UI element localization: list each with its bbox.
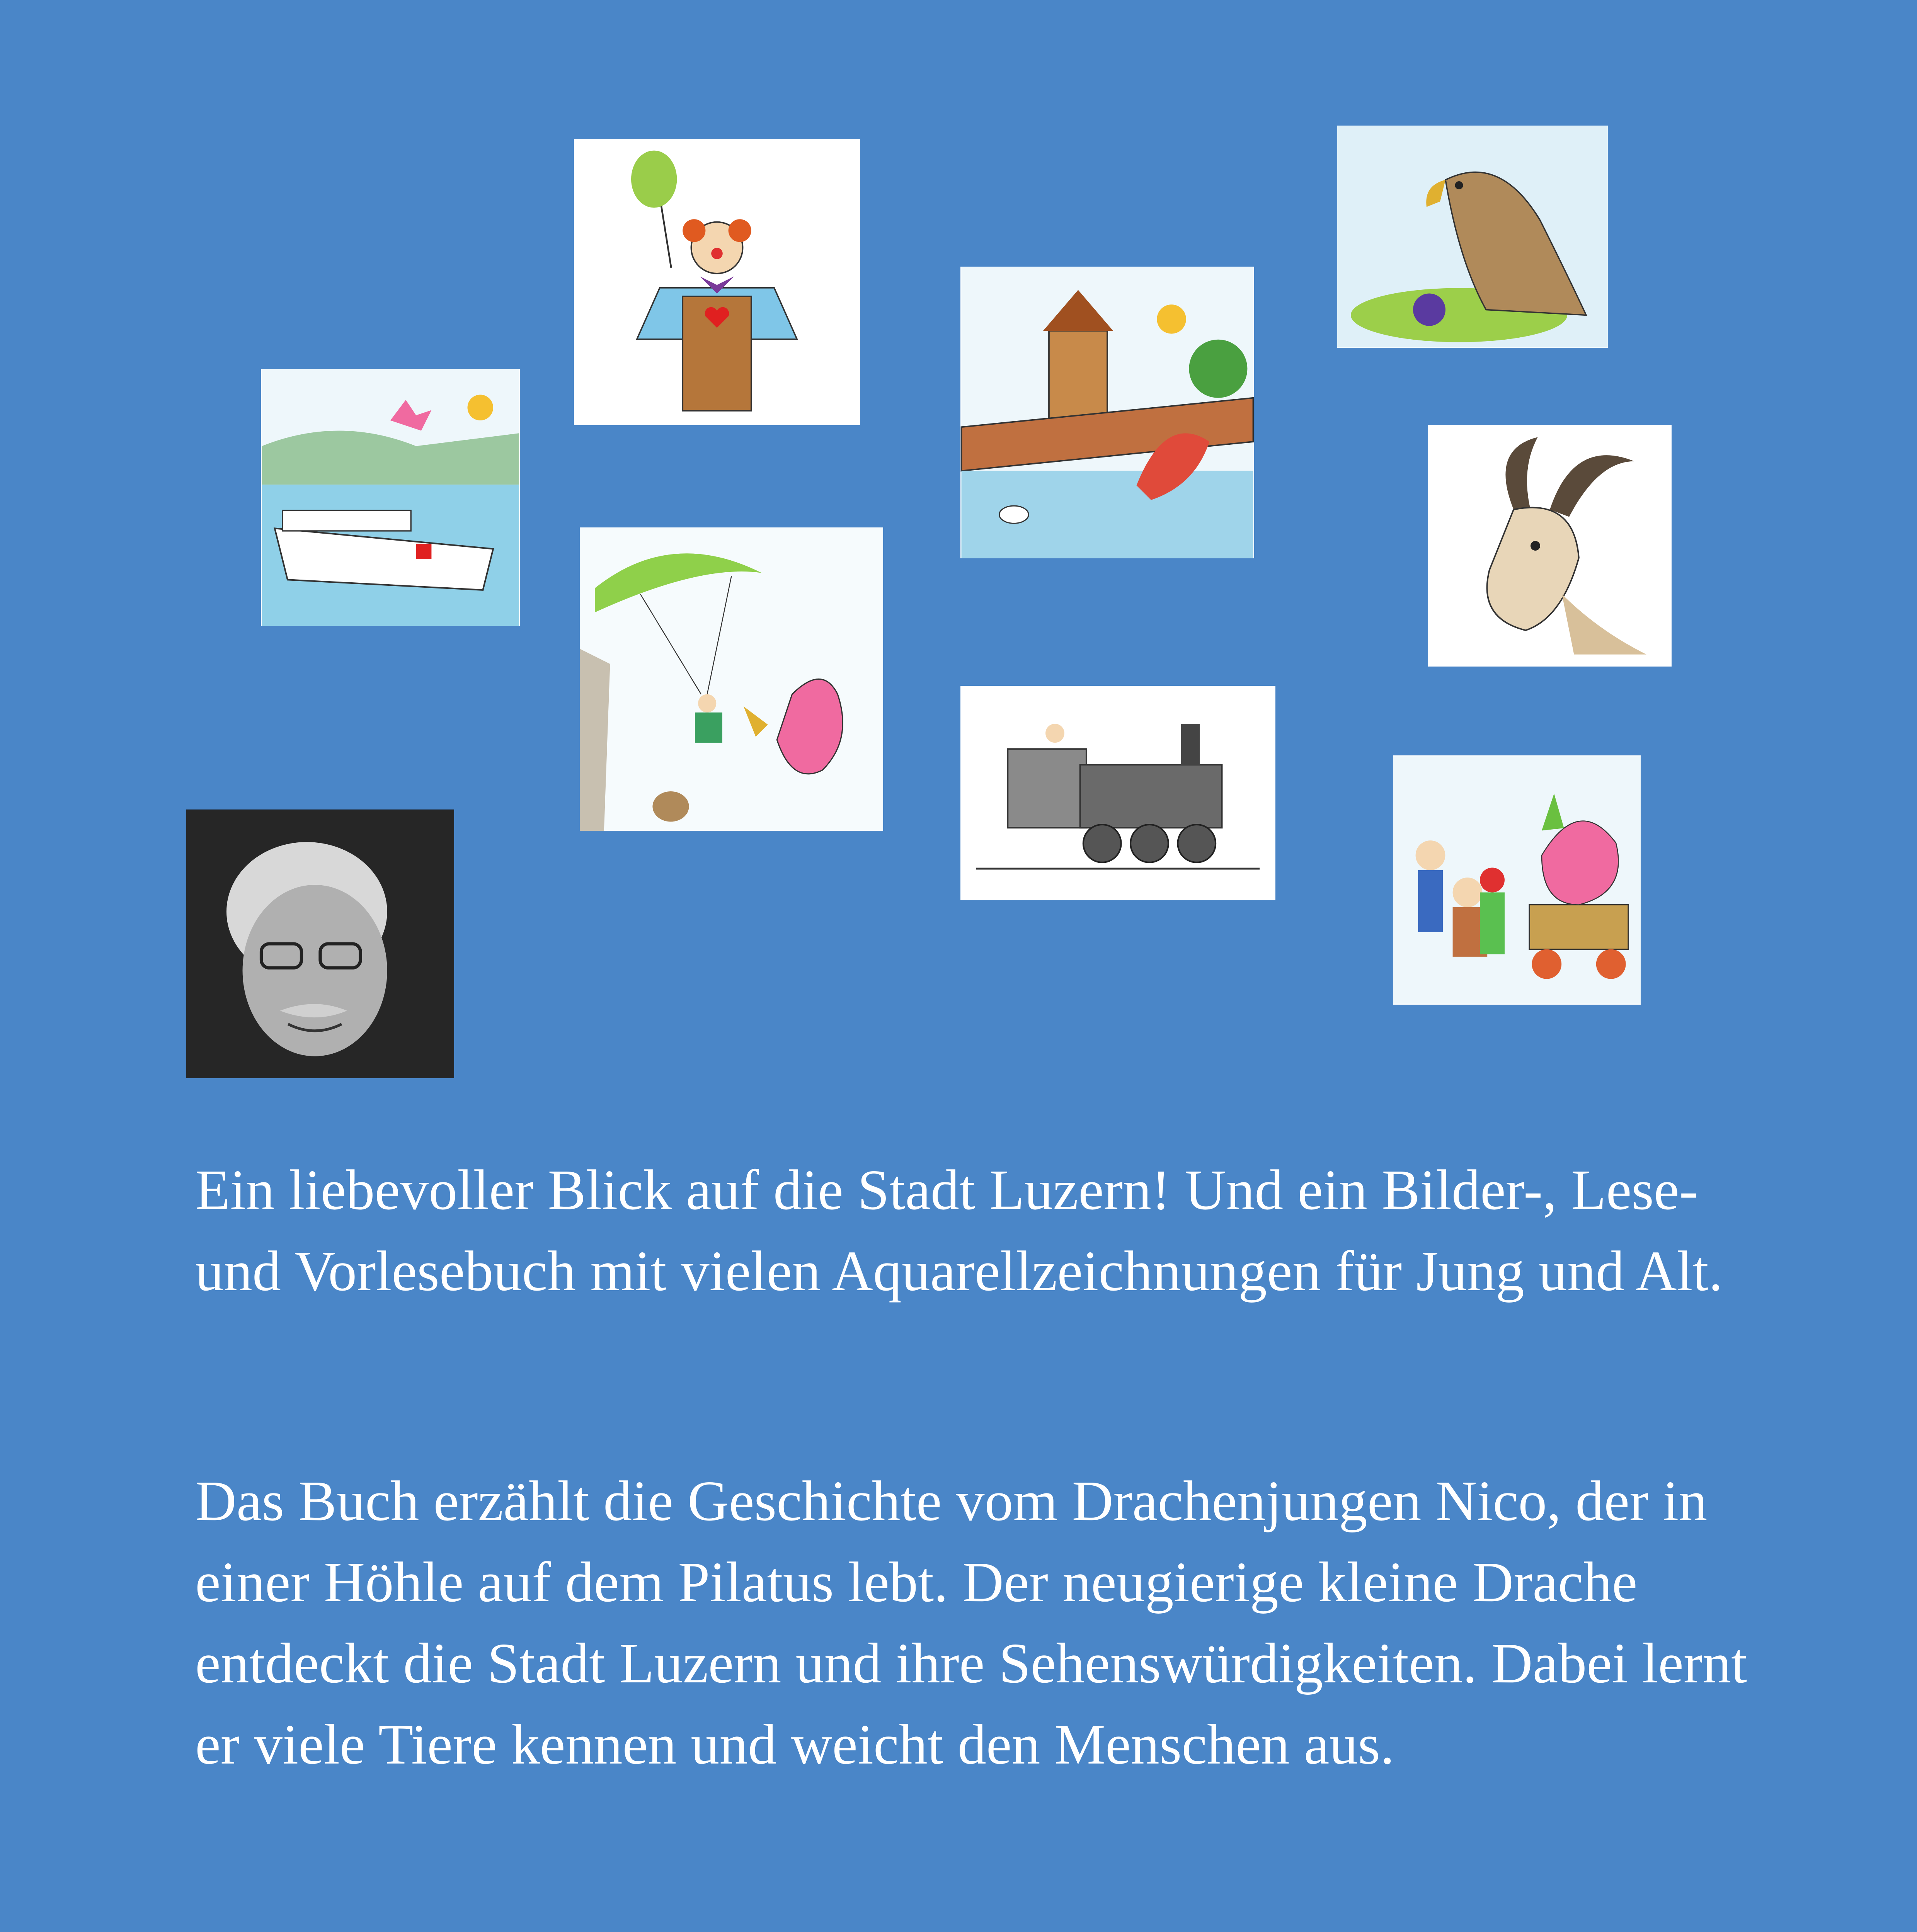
author-portrait [186,810,454,1078]
illustration-ibex [1428,425,1672,667]
illustration-paraglider [580,527,883,831]
illustration-locomotive [960,686,1275,900]
blurb-paragraph-2: Das Buch erzählt die Geschichte vom Drachenjungen Nico, der in einer Höhle auf dem Pilatus lebt. Der neugierige kleine Drache entdeckt die Stadt Luzern und ihre Sehenswürdigkeiten. Dabei lernt er viele Tiere kennen und weicht den Menschen aus. [195,1469,1747,1776]
illustration-lake-steamer [261,369,520,626]
illustration-eagle [1337,126,1608,348]
blurb-paragraph-1: Ein liebevoller Blick auf die Stadt Luzern! Und ein Bilder-, Lese- und Vorlesebuch mit vielen Aquarellzeichnungen für Jung und Alt. [195,1158,1723,1303]
blurb-paragraph-3 [195,1928,1780,1932]
illustration-dragon-parade [1393,755,1641,1005]
illustration-chapel-bridge [960,267,1254,558]
illustration-clown [574,139,860,425]
